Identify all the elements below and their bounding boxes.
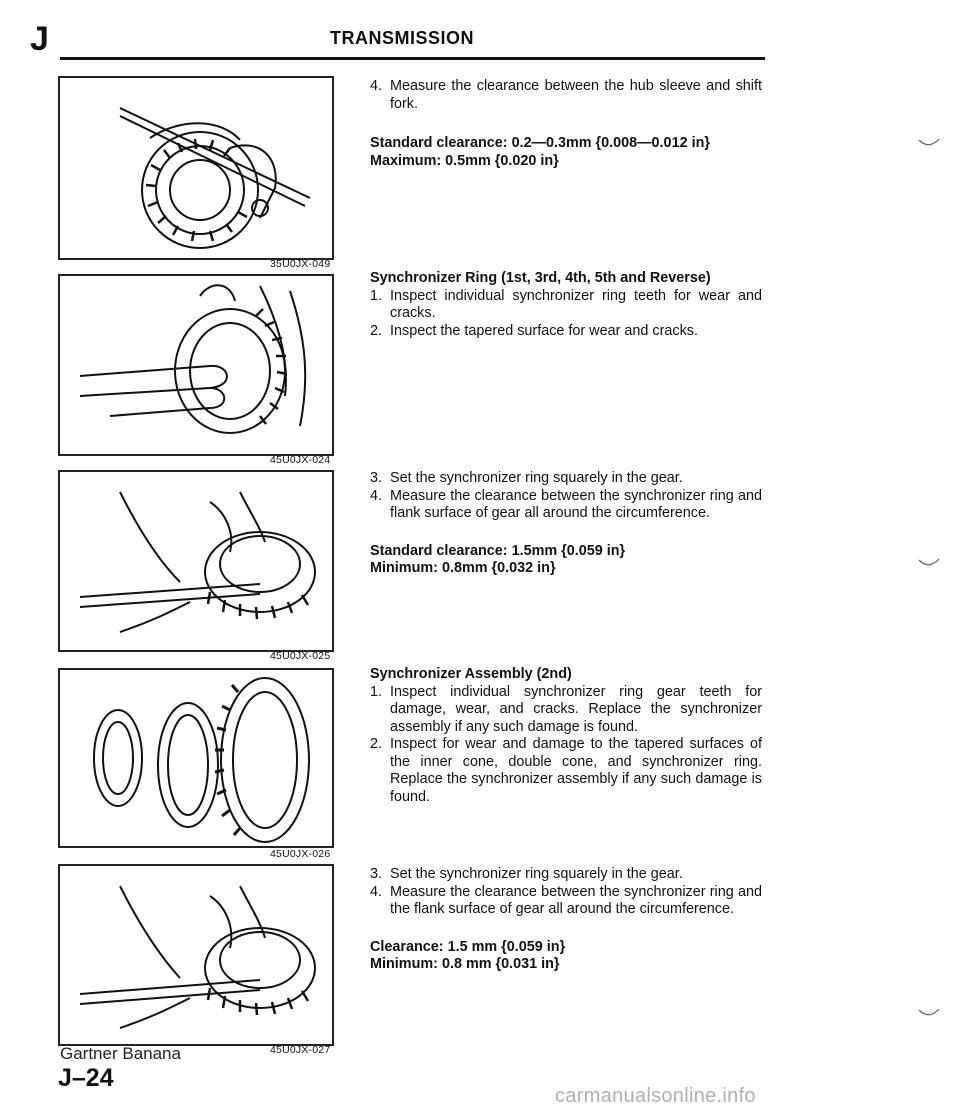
figure-code: 45U0JX-024 [270, 454, 331, 466]
figure-ring-teeth [58, 274, 334, 456]
step-item [370, 78, 762, 113]
figure-code: 45U0JX-027 [270, 1044, 331, 1056]
ring-clearance-section [370, 470, 762, 578]
step-item [370, 323, 762, 341]
synchronizer-assembly-section [370, 666, 762, 806]
step-item [370, 866, 762, 884]
step-text: Set the synchronizer ring squarely in the gear. [390, 470, 683, 486]
step-item [370, 684, 762, 737]
section-letter: J [30, 20, 49, 58]
step-text: Inspect individual synchronizer ring teeth for wear and cracks. [390, 287, 762, 321]
step-text: Measure the clearance between the synchronizer ring and flank surface of gear all around the circumference. [390, 487, 762, 521]
spec-line: Standard clearance: 0.2—0.3mm {0.008—0.012 in} [370, 135, 710, 151]
assembly-parts-illustration [60, 670, 332, 846]
header-rule [60, 57, 765, 60]
hub-sleeve-section [370, 78, 762, 170]
step-text: Measure the clearance between the synchronizer ring and the flank surface of gear all around the circumference. [390, 883, 762, 917]
ring-teeth-illustration [60, 276, 332, 454]
spec-line: Standard clearance: 1.5mm {0.059 in} [370, 542, 626, 559]
watermark: carmanualsonline.info [555, 1085, 756, 1107]
shift-fork-illustration [60, 78, 332, 258]
page-title: TRANSMISSION [330, 28, 475, 48]
spec-line: Clearance: 1.5 mm {0.059 in} [370, 938, 566, 955]
figure-code: 45U0JX-026 [270, 848, 331, 860]
ring-clearance-illustration [60, 472, 332, 650]
step-text: Set the synchronizer ring squarely in the gear. [390, 866, 683, 882]
figure-ring-clearance-2nd [58, 864, 334, 1046]
margin-tick-mark [918, 1008, 940, 1018]
figure-shift-fork [58, 76, 334, 260]
spec-line: Minimum: 0.8 mm {0.031 in} [370, 956, 560, 972]
step-number: 1. [370, 287, 383, 304]
step-number: 3. [370, 866, 383, 882]
page-number: J–24 [58, 1064, 114, 1092]
synchronizer-ring-section [370, 270, 762, 340]
step-text: Measure the clearance between the hub sleeve and shift fork. [390, 78, 762, 112]
step-item [370, 884, 762, 919]
step-item [370, 470, 762, 488]
step-number: 4. [370, 78, 383, 94]
spec-line: Minimum: 0.8mm {0.032 in} [370, 560, 556, 576]
spec-line: Maximum: 0.5mm {0.020 in} [370, 152, 559, 169]
step-item [370, 736, 762, 806]
figure-code: 35U0JX-049 [270, 258, 331, 270]
margin-tick-mark [918, 558, 940, 568]
step-text: Inspect the tapered surface for wear and cracks. [390, 322, 698, 339]
figure-ring-clearance [58, 470, 334, 652]
assembly-clearance-section [370, 866, 762, 974]
step-number: 2. [370, 322, 383, 339]
section-heading: Synchronizer Assembly (2nd) [370, 666, 572, 682]
figure-code: 45U0JX-025 [270, 650, 331, 662]
step-number: 4. [370, 487, 383, 504]
step-number: 2. [370, 736, 383, 752]
margin-tick-mark [918, 138, 940, 148]
step-number: 1. [370, 683, 383, 700]
figure-assembly-parts [58, 668, 334, 848]
section-heading: Synchronizer Ring (1st, 3rd, 4th, 5th and Reverse) [370, 270, 711, 286]
step-text: Inspect for wear and damage to the tapered surfaces of the inner cone, double cone, and synchronizer ring. Replace the synchronizer assembly if any such damage is found. [390, 736, 762, 805]
step-number: 4. [370, 883, 383, 900]
step-item [370, 288, 762, 323]
step-number: 3. [370, 470, 383, 486]
step-item [370, 488, 762, 523]
ring-clearance-2nd-illustration [60, 866, 332, 1044]
step-text: Inspect individual synchronizer ring gear teeth for damage, wear, and cracks. Replace the synchronizer assembly if any such damage is found. [390, 683, 762, 735]
footer-brand: Gartner Banana [60, 1044, 181, 1063]
